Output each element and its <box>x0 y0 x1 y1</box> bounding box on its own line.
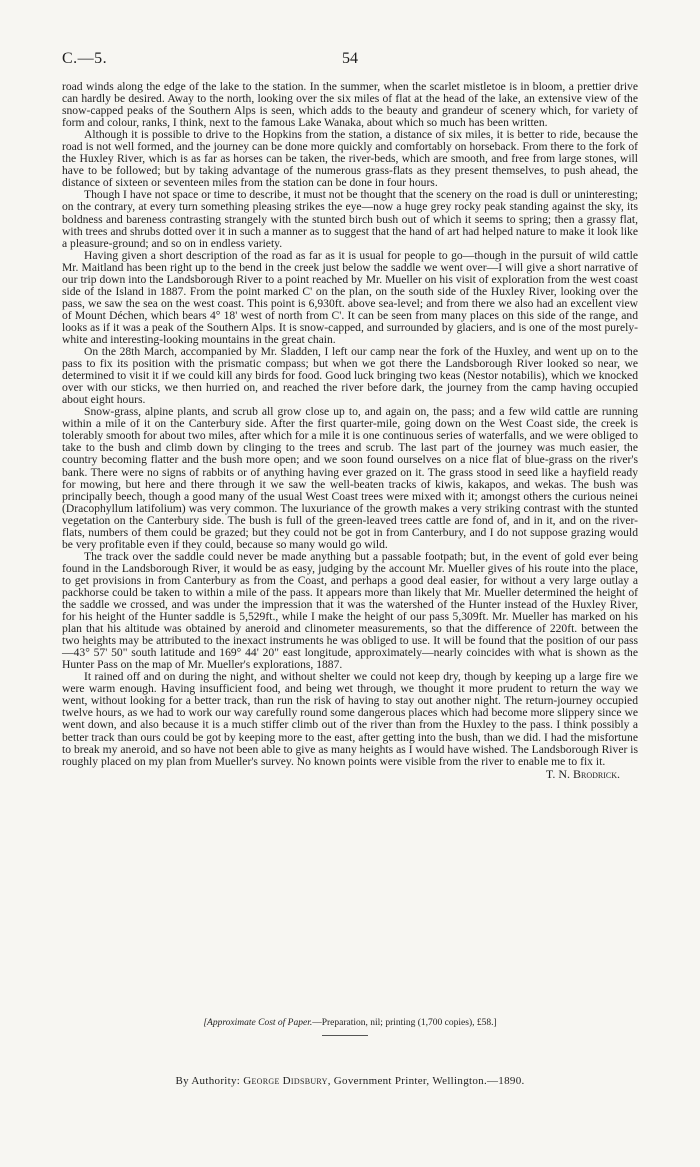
page-number: 54 <box>342 50 358 67</box>
paragraph: Though I have not space or time to describe, it must not be thought that the scenery on the road is dull or uninteresting; on the contrary, at every turn something pleasing strikes the eye—now a huge grey rocky peak standing against the sky, its boldness and bareness contrasting strangely with the stunted birch bush out of which it seems to spring; then a grassy flat, with trees and shrubs dotted over it in such a manner as to suggest that the hand of art had helped nature to make it look like a pleasure-ground; and so on in endless variety. <box>62 188 638 250</box>
paragraph: The track over the saddle could never be made anything but a passable footpath; but, in the event of gold ever being found in the Landsborough River, it would be as easy, judging by the account Mr. Mueller gives of his route into the place, to get provisions in from Canterbury as from the Coast, and perhaps a good deal easier, for without a very large outlay a packhorse could be taken to within a mile of the pass. It appears more than likely that Mr. Mueller determined the height of the saddle we crossed, and was under the impression that it was the watershed of the Hunter instead of the Huxley River, for his height of the Hunter saddle is 5,529ft., while I make the height of our pass 5,309ft. Mr. Mueller has marked on his plan that his altitude was obtained by aneroid and clinometer measurements, so that the difference of 220ft. between the two heights may be attributed to the inexact instruments he was obliged to use. It will be found that the position of our pass—43° 57' 50" south latitude and 169° 44' 20" east longitude, approximately—nearly coincides with what is shown as the Hunter Pass on the map of Mr. Mueller's explorations, 1887. <box>62 549 638 672</box>
paragraph: On the 28th March, accompanied by Mr. Sladden, I left our camp near the fork of the Huxley, and went up on to the pass to fix its position with the prismatic compass; but when we got there the Landsborough River looked so near, we determined to visit it if we could kill any birds for food. Good luck bringing two keas (Nestor notabilis), which we knocked over with our sticks, we then hurried on, and reached the river before dark, the journey from the camp having occupied about eight hours. <box>62 345 638 407</box>
paragraph: It rained off and on during the night, and without shelter we could not keep dry, though by keeping up a large fire we were warm enough. Having insufficient food, and being wet through, we thought it more prudent to return the way we went, without looking for a better track, than run the risk of having to stay out another night. The return-journey occupied twelve hours, as we had to work our way carefully round some dangerous places which had become more slippery since we went down, and also because it is a much stiffer climb out of the river than from the Huxley to the pass. I think possibly a better track than ours could be got by keeping more to the east, after getting into the bush, than we did. I had the misfortune to break my aneroid, and so have not been able to give as many heights as I would have wished. The Landsborough River is roughly placed on my plan from Mueller's survey. No known points were visible from the river to enable me to fix it. <box>62 670 638 768</box>
paragraph: Having given a short description of the road as far as it is usual for people to go—though in the pursuit of wild cattle Mr. Maitland has been right up to the bend in the creek just below the saddle we went over—I will give a short narrative of our trip down into the Landsborough River to a point reached by Mr. Mueller on his visit of exploration from the west coast side of the Island in 1887. From the point marked C' on the plan, on the south side of the Huxley River, looking over the pass, we saw the sea on the west coast. This point is 6,930ft. above sea-level; and from there we also had an excellent view of Mount Déchen, which bears 4° 18' west of north from C'. It can be seen from many places on this side of the range, and looks as if it was a peak of the Southern Alps. It is snow-capped, and surrounded by glaciers, and is one of the most purely-white and interesting-looking mountains in the great chain. <box>62 248 638 346</box>
document-reference: C.—5. <box>62 50 108 67</box>
imprint-suffix: , Government Printer, Wellington.—1890. <box>327 1075 525 1087</box>
signature: T. N. Brodrick. <box>545 766 620 781</box>
page-header <box>62 50 638 72</box>
printer-imprint <box>62 1075 638 1087</box>
cost-note-details: —Preparation, nil; printing (1,700 copies), £58.] <box>312 1018 497 1028</box>
body-text <box>62 81 638 780</box>
imprint-prefix: By Authority: <box>175 1075 241 1087</box>
paragraph: Although it is possible to drive to the Hopkins from the station, a distance of six miles, it is better to ride, because the road is not well formed, and the journey can be done more quickly and comfortably on horseback. From there to the fork of the Huxley River, which is as far as horses can be taken, the river-beds, which are smooth, and free from large stones, will have to be followed; but by taking advantage of the numerous grass-flats as they present themselves, to push ahead, the distance of sixteen or seventeen miles from the station can be done in four hours. <box>62 128 638 190</box>
paragraph: Snow-grass, alpine plants, and scrub all grow close up to, and again on, the pass; and a few wild cattle are running within a mile of it on the Canterbury side. After the first quarter-mile, going down on the West Coast side, the creek is tolerably smooth for about two miles, after which for a mile it is one continuous series of waterfalls, and we were obliged to take to the bush and climb down by clinging to the trees and scrub. The last part of the journey was much easier, the country becoming flatter and the bush more open; and we soon found ourselves on a nice flat of blue-grass on the river's bank. There were no signs of rabbits or of anything having ever grazed on it. The grass stood in seed like a hayfield ready for mowing, but here and there through it we saw the well-beaten tracks of kiwis, kakapos, and wekas. The bush was principally beech, though a good many of the usual West Coast trees were mixed with it; amongst others the curious neinei (Dracophyllum latifolium) was very common. The luxuriance of the growth makes a very striking contrast with the stunted vegetation on the Canterbury side. The bush is full of the green-leaved trees cattle are fond of, and in it, and on the river-flats, numbers of them could be grazed; but they could not be got in from Canterbury, and I do not suppose grazing would be very profitable even if they could, because so many would go wild. <box>62 405 638 551</box>
cost-note-label: [Approximate Cost of Paper. <box>203 1018 313 1028</box>
paragraph: road winds along the edge of the lake to the station. In the summer, when the scarlet mistletoe is in bloom, a prettier drive can hardly be desired. Away to the north, looking over the six miles of flat at the head of the lake, an extensive view of the snow-capped peaks of the Southern Alps is seen, which adds to the beauty and grandeur of scenery which, for variety of form and colour, ranks, I think, next to the famous Lake Wanaka, about which so much has been written. <box>62 80 638 130</box>
cost-note <box>62 1018 638 1028</box>
divider <box>322 1035 368 1036</box>
printer-name: George Didsbury <box>243 1075 328 1087</box>
